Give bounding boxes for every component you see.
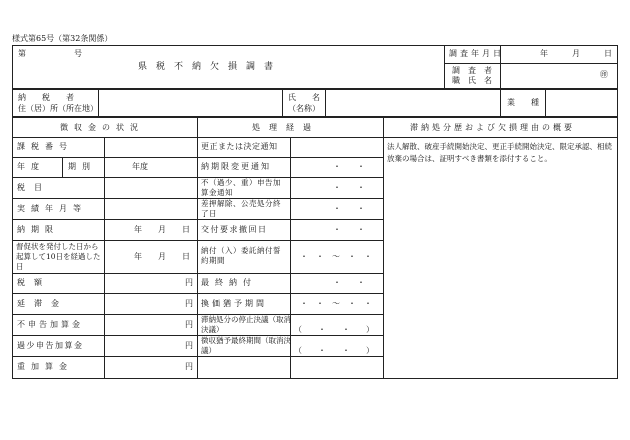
row-reminder-label: 督促状を発付した日から起算して10日を経過した日 bbox=[16, 242, 101, 271]
survey-date-label: 調査年月日 bbox=[449, 49, 504, 58]
address-label: 住（居）所（所在地） bbox=[18, 104, 98, 113]
row-tax-amount-unit: 円 bbox=[185, 278, 193, 287]
row-tax-amount-label: 税額 bbox=[17, 278, 51, 287]
mid-row-collection-grace-value: （ ・ ・ ） bbox=[294, 346, 374, 355]
form-number: 様式第65号（第32条関係） bbox=[12, 34, 113, 43]
row-non-filing-label: 不申告加算金 bbox=[17, 320, 83, 329]
row-late-fee-label: 延滞金 bbox=[17, 299, 68, 308]
mid-row-conversion-grace: 換価猶予期間 bbox=[201, 299, 267, 308]
business-label: 業 種 bbox=[507, 98, 539, 107]
mid-row-penalty-notice: 不（過少、重）申告加算金通知 bbox=[201, 178, 281, 197]
row-heavy-unit: 円 bbox=[185, 362, 193, 371]
row-due-date-label: 納期限 bbox=[17, 225, 59, 234]
row-tax-number-label: 課税番号 bbox=[17, 142, 73, 151]
row-late-fee-unit: 円 bbox=[185, 299, 193, 308]
row-under-filing-label: 過少申告加算金 bbox=[17, 341, 84, 350]
investigator-label-2: 職 氏 名 bbox=[452, 76, 492, 85]
mid-row-last-payment-value: ・ ・ bbox=[333, 278, 365, 287]
mid-row-collection-grace: 徴収猶予最終期間（取消決議） bbox=[201, 336, 291, 355]
section-collection-status: 徴収金の状況 bbox=[60, 123, 144, 132]
row-tax-item-label: 税目 bbox=[17, 183, 51, 192]
mid-row-due-change-value: ・ ・ bbox=[333, 162, 365, 171]
row-heavy-label: 重加算金 bbox=[17, 362, 73, 371]
row-year-label: 年度 bbox=[17, 162, 45, 171]
mid-row-seizure-release-value: ・ ・ bbox=[333, 204, 365, 213]
row-non-filing-unit: 円 bbox=[185, 320, 193, 329]
row-reminder-value: 年 月 日 bbox=[134, 252, 190, 261]
name-label-sub: （名称） bbox=[288, 104, 320, 113]
mid-row-suspension-value: （ ・ ・ ） bbox=[294, 325, 374, 334]
mid-row-withdrawal: 交付要求撤回日 bbox=[201, 225, 268, 234]
mid-row-penalty-notice-value: ・ ・ bbox=[333, 183, 365, 192]
mid-row-correction: 更正または決定通知 bbox=[201, 142, 278, 151]
history-note: 法人解散、破産手続開始決定、更正手続開始決定、限定承認、相続放棄の場合は、証明すべき書類を添付すること。 bbox=[387, 142, 612, 163]
mid-row-withdrawal-value: ・ ・ bbox=[333, 225, 365, 234]
seal-mark: ㊞ bbox=[600, 70, 608, 79]
row-period-label: 期別 bbox=[68, 162, 96, 171]
mid-row-last-payment: 最終納付 bbox=[201, 278, 257, 287]
mid-row-payment-pledge: 納付（入）委託納付誓約期間 bbox=[201, 246, 281, 265]
page-title: 県税不納欠損調書 bbox=[138, 62, 283, 72]
section-processing: 処理経過 bbox=[252, 123, 320, 132]
mid-row-suspension: 滞納処分の停止決議（取消決議） bbox=[201, 315, 291, 334]
row-due-date-value: 年 月 日 bbox=[134, 225, 190, 234]
mid-row-conversion-grace-value: ・ ・ 〜 ・ ・ bbox=[300, 299, 372, 308]
mid-row-payment-pledge-value: ・ ・ 〜 ・ ・ bbox=[300, 252, 372, 261]
section-history: 滞納処分歴および欠損理由の概要 bbox=[410, 123, 575, 132]
mid-row-seizure-release: 差押解除、公売処分終了日 bbox=[201, 199, 281, 218]
row-under-filing-unit: 円 bbox=[185, 341, 193, 350]
investigator-label-1: 調 査 者 bbox=[452, 66, 492, 75]
header-box bbox=[12, 45, 618, 89]
row-year-value: 年度 bbox=[132, 162, 148, 171]
mid-row-due-change: 納期限変更通知 bbox=[201, 162, 271, 171]
survey-date-value: 年 月 日 bbox=[540, 49, 612, 58]
number-label: 第 号 bbox=[18, 49, 88, 58]
taxpayer-label: 納 税 者 bbox=[18, 93, 74, 102]
name-label: 氏 名 bbox=[288, 93, 320, 102]
row-actual-date-label: 実績年月等 bbox=[17, 204, 87, 213]
